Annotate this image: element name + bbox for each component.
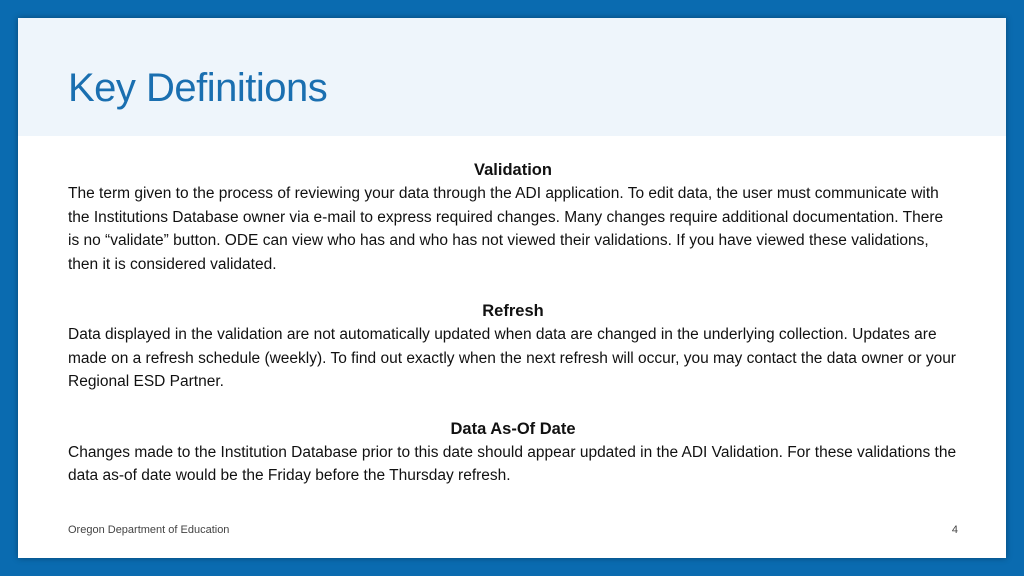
definition-heading: Refresh bbox=[482, 302, 544, 320]
definition-refresh bbox=[68, 299, 958, 394]
definition-text: Data displayed in the validation are not automatically updated when data are changed in the underlying collection. Updates are made on a refresh schedule (weekly). To find out exactly when the next refresh will occur, you may contact the data owner or your Regional ESD Partner. bbox=[68, 326, 956, 390]
slide-number: 4 bbox=[951, 524, 958, 536]
definition-text: The term given to the process of reviewing your data through the ADI application. To edit data, the user must communicate with the Institutions Database owner via e-mail to express required changes. Many changes require additional documentation. There is no “validate” button. ODE can view who has and who has not viewed their validations. If you have viewed these validations, then it is considered validated. bbox=[68, 185, 944, 273]
definition-heading: Data As-Of Date bbox=[450, 419, 576, 438]
slide bbox=[18, 18, 1006, 558]
title-band bbox=[18, 18, 1006, 136]
definition-validation bbox=[68, 158, 958, 276]
definitions-content bbox=[68, 158, 958, 511]
page-title: Key Definitions bbox=[68, 66, 328, 110]
footer-organization: Oregon Department of Education bbox=[68, 524, 230, 536]
definition-heading: Validation bbox=[474, 161, 552, 179]
definition-text: Changes made to the Institution Database prior to this date should appear updated in the ADI Validation. For these validations the data as-of date would be the Friday before the Thursday refresh. bbox=[68, 443, 957, 484]
definition-data-as-of-date bbox=[68, 417, 958, 488]
